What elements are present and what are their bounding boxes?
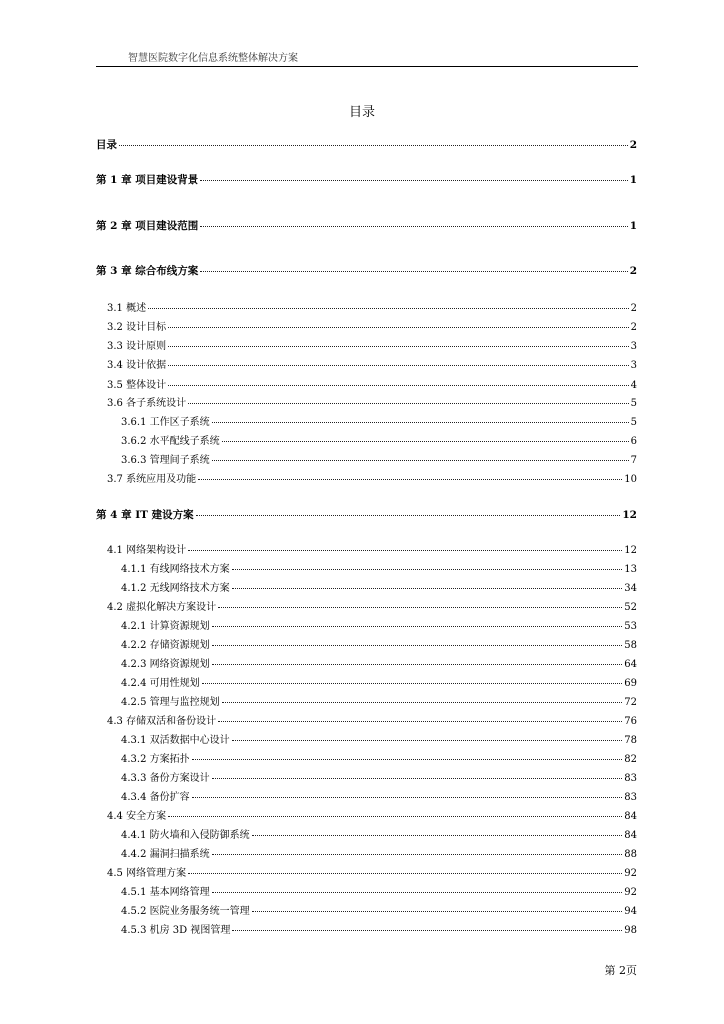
toc-entry-label: 3.2 设计目标 (107, 322, 167, 333)
toc-entry-label: 4.3.4 备份扩容 (121, 792, 190, 803)
toc-entry-label: 4.5.1 基本网络管理 (121, 887, 210, 898)
toc-leader-dots (168, 365, 629, 366)
toc-leader-dots (212, 892, 623, 893)
toc-entry[interactable] (121, 451, 637, 466)
toc-entry[interactable] (121, 636, 637, 651)
toc-leader-dots (148, 308, 629, 309)
toc-entry[interactable] (121, 674, 637, 689)
toc-entry[interactable] (121, 579, 637, 594)
toc-leader-dots (212, 778, 623, 779)
toc-entry[interactable] (121, 788, 637, 803)
toc-leader-dots (232, 569, 623, 570)
toc-entry-label: 4.4 安全方案 (107, 811, 167, 822)
toc-leader-dots (119, 145, 628, 146)
toc-leader-dots (218, 721, 622, 722)
header-rule (96, 66, 638, 67)
toc-entry-page: 58 (624, 640, 637, 651)
toc-leader-dots (196, 515, 621, 516)
toc-entry-page: 5 (630, 398, 637, 409)
toc-leader-dots (212, 460, 629, 461)
toc-entry[interactable] (121, 921, 637, 936)
toc-entry[interactable] (121, 731, 637, 746)
toc-entry-page: 5 (630, 417, 637, 428)
toc-leader-dots (168, 385, 629, 386)
toc-leader-dots (192, 759, 623, 760)
toc-entry[interactable] (107, 541, 637, 556)
toc-entry-page: 3 (630, 341, 637, 352)
toc-entry-label: 第 1 章 项目建设背景 (96, 174, 199, 186)
toc-entry-label: 4.4.1 防火墙和入侵防御系统 (121, 830, 250, 841)
toc-entry-label: 4.2.4 可用性规划 (121, 678, 200, 689)
toc-entry[interactable] (121, 750, 637, 765)
toc-entry-page: 76 (624, 716, 637, 727)
toc-entry-label: 3.6 各子系统设计 (107, 398, 187, 409)
toc-entry[interactable] (121, 617, 637, 632)
toc-leader-dots (168, 816, 622, 817)
toc-entry-label: 目录 (96, 139, 117, 151)
toc-leader-dots (252, 835, 623, 836)
toc-entry-label: 3.1 概述 (107, 303, 147, 314)
toc-entry-page: 2 (629, 265, 637, 277)
toc-entry-page: 2 (629, 139, 637, 151)
toc-leader-dots (212, 645, 623, 646)
toc-entry-label: 4.2 虚拟化解决方案设计 (107, 602, 217, 613)
toc-leader-dots (200, 180, 627, 181)
toc-entry-page: 10 (624, 474, 637, 485)
toc-entry-page: 6 (630, 436, 637, 447)
toc-leader-dots (168, 327, 629, 328)
toc-leader-dots (218, 607, 622, 608)
toc-entry-label: 3.7 系统应用及功能 (107, 474, 197, 485)
toc-leader-dots (198, 479, 622, 480)
toc-entry-page: 1 (629, 220, 637, 232)
toc-entry-page: 12 (624, 545, 637, 556)
toc-leader-dots (222, 441, 629, 442)
toc-entry-label: 4.2.2 存储资源规划 (121, 640, 210, 651)
toc-leader-dots (252, 911, 623, 912)
toc-entry-label: 3.5 整体设计 (107, 380, 167, 391)
toc-entry-label: 4.2.5 管理与监控规划 (121, 697, 220, 708)
toc-entry[interactable] (121, 560, 637, 575)
toc-entry-page: 78 (624, 735, 637, 746)
toc-entry-page: 92 (624, 868, 637, 879)
toc-entry-page: 98 (624, 925, 637, 936)
toc-entry-label: 4.2.1 计算资源规划 (121, 621, 210, 632)
toc-entry-page: 4 (630, 380, 637, 391)
toc-entry-page: 2 (630, 322, 637, 333)
toc-entry-label: 4.1 网络架构设计 (107, 545, 187, 556)
toc-entry[interactable] (121, 432, 637, 447)
toc-entry-label: 第 4 章 IT 建设方案 (96, 509, 194, 521)
toc-entry[interactable] (96, 507, 637, 522)
toc-entry-label: 4.4.2 漏洞扫描系统 (121, 849, 210, 860)
toc-entry-page: 84 (624, 811, 637, 822)
toc-entry-label: 3.6.3 管理间子系统 (121, 455, 210, 466)
toc-entry[interactable] (107, 864, 637, 879)
toc-entry-page: 52 (624, 602, 637, 613)
toc-leader-dots (222, 702, 623, 703)
toc-entry-page: 94 (624, 906, 637, 917)
toc-title: 目录 (348, 105, 375, 120)
toc-leader-dots (202, 683, 623, 684)
toc-leader-dots (188, 550, 622, 551)
toc-entry-page: 7 (630, 455, 637, 466)
toc-entry-page: 83 (624, 773, 637, 784)
toc-leader-dots (232, 588, 623, 589)
toc-entry[interactable] (96, 218, 637, 233)
toc-entry[interactable] (107, 318, 637, 333)
toc-entry-label: 4.3.2 方案拓扑 (121, 754, 190, 765)
running-header: 智慧医院数字化信息系统整体解决方案 (128, 53, 298, 64)
toc-entry[interactable] (96, 263, 637, 278)
toc-entry-page: 83 (624, 792, 637, 803)
toc-entry-label: 4.3.3 备份方案设计 (121, 773, 210, 784)
toc-entry-page: 2 (630, 303, 637, 314)
toc-entry[interactable] (107, 470, 637, 485)
toc-entry-label: 3.3 设计原则 (107, 341, 167, 352)
page-number: 第 2页 (604, 964, 637, 977)
toc-entry-label: 3.6.2 水平配线子系统 (121, 436, 220, 447)
toc-leader-dots (188, 403, 629, 404)
toc-entry[interactable] (121, 769, 637, 784)
toc-leader-dots (188, 873, 622, 874)
toc-leader-dots (232, 740, 623, 741)
toc-entry[interactable] (96, 137, 637, 152)
toc-entry-label: 3.4 设计依据 (107, 360, 167, 371)
toc-entry-page: 88 (624, 849, 637, 860)
toc-leader-dots (232, 930, 622, 931)
toc-entry[interactable] (107, 598, 637, 613)
toc-entry[interactable] (96, 172, 637, 187)
toc-entry[interactable] (121, 655, 637, 670)
toc-leader-dots (200, 271, 627, 272)
toc-entry[interactable] (107, 337, 637, 352)
toc-entry-label: 4.2.3 网络资源规划 (121, 659, 210, 670)
toc-entry-label: 4.5.3 机房 3D 视图管理 (121, 925, 231, 936)
toc-entry[interactable] (107, 356, 637, 371)
toc-entry[interactable] (121, 413, 637, 428)
toc-entry-page: 3 (630, 360, 637, 371)
toc-entry-label: 4.5.2 医院业务服务统一管理 (121, 906, 250, 917)
toc-entry[interactable] (107, 394, 637, 409)
toc-leader-dots (212, 422, 629, 423)
toc-entry[interactable] (107, 807, 637, 822)
toc-leader-dots (168, 346, 629, 347)
toc-entry[interactable] (107, 299, 637, 314)
toc-entry-page: 13 (624, 564, 637, 575)
toc-leader-dots (212, 664, 623, 665)
toc-entry-page: 92 (624, 887, 637, 898)
toc-leader-dots (200, 226, 627, 227)
toc-entry-label: 4.1.2 无线网络技术方案 (121, 583, 230, 594)
toc-entry-page: 84 (624, 830, 637, 841)
toc-entry-label: 4.1.1 有线网络技术方案 (121, 564, 230, 575)
toc-leader-dots (212, 626, 623, 627)
toc-entry-page: 34 (624, 583, 637, 594)
toc-entry[interactable] (121, 826, 637, 841)
toc-entry-label: 4.3 存储双活和备份设计 (107, 716, 217, 727)
toc-entry-page: 64 (624, 659, 637, 670)
toc-entry[interactable] (121, 693, 637, 708)
toc-entry-page: 53 (624, 621, 637, 632)
toc-entry-label: 4.5 网络管理方案 (107, 868, 187, 879)
toc-entry-label: 第 2 章 项目建设范围 (96, 220, 199, 232)
toc-entry-label: 4.3.1 双活数据中心设计 (121, 735, 230, 746)
toc-entry[interactable] (107, 712, 637, 727)
toc-entry[interactable] (121, 883, 637, 898)
toc-entry[interactable] (121, 902, 637, 917)
toc-entry-label: 第 3 章 综合布线方案 (96, 265, 199, 277)
toc-entry-page: 1 (629, 174, 637, 186)
toc-entry-page: 69 (624, 678, 637, 689)
toc-entry[interactable] (121, 845, 637, 860)
toc-entry-page: 82 (624, 754, 637, 765)
toc-entry-label: 3.6.1 工作区子系统 (121, 417, 210, 428)
toc-entry[interactable] (107, 376, 637, 391)
toc-leader-dots (192, 797, 623, 798)
toc-leader-dots (212, 854, 623, 855)
toc-entry-page: 72 (624, 697, 637, 708)
toc-entry-page: 12 (622, 509, 637, 521)
